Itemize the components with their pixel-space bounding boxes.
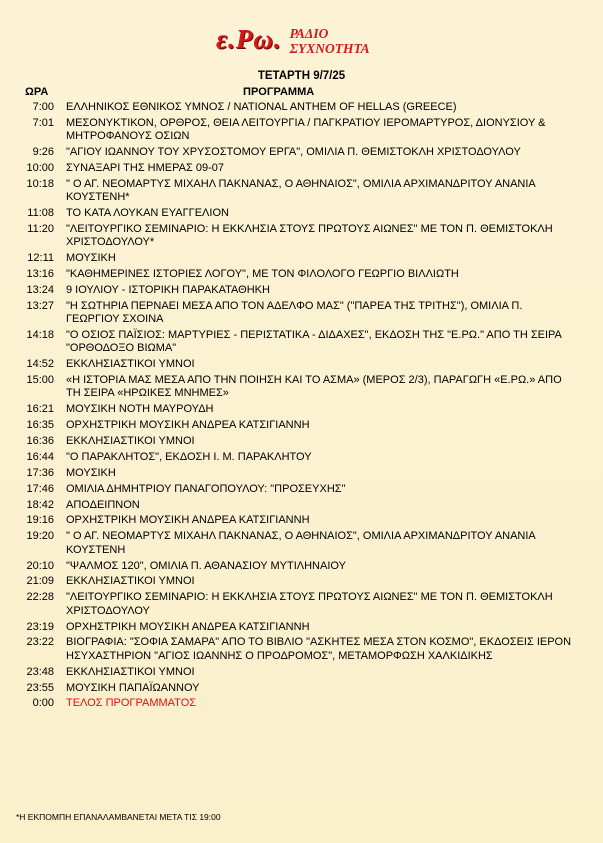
schedule-time: 23:48 [26,665,54,678]
schedule-time: 13:24 [26,283,54,296]
brand-line-1: ΡΑΔΙΟ [289,26,329,41]
schedule-program: ΜΕΣΟΝΥΚΤΙΚΟΝ, ΟΡΘΡΟΣ, ΘΕΙΑ ΛΕΙΤΟΥΡΓΙΑ / ΠΑΓΚΡΑΤΙΟΥ ΙΕΡΟΜΑΡΤΥΡΟΣ, ΔΙΟΝΥΣΙΟΥ & ΜΗΤΡΟΦΑΝΟΥΣ ΟΣΙΩΝ [66,116,546,143]
schedule-row [0,374,603,401]
schedule-program: ΜΟΥΣΙΚΗ ΠΑΠΑΪΩΑΝΝΟΥ [66,681,200,694]
schedule-row [0,499,603,512]
schedule-time: 21:09 [26,575,54,588]
column-header-program: ΠΡΟΓΡΑΜΜΑ [243,86,315,98]
schedule-row [0,697,603,710]
schedule-row [0,467,603,480]
schedule-program: ΣΥΝΑΞΑΡΙ ΤΗΣ ΗΜΕΡΑΣ 09-07 [66,161,224,174]
schedule-time: 17:46 [26,482,54,495]
schedule-program: " Ο ΑΓ. ΝΕΟΜΑΡΤΥΣ ΜΙΧΑΗΛ ΠΑΚΝΑΝΑΣ, Ο ΑΘΗΝΑΙΟΣ", ΟΜΙΛΙΑ ΑΡΧΙΜΑΝΔΡΙΤΟΥ ΑΝΑΝΙΑ ΚΟΥΣΤΕΝΗ [66,530,536,556]
schedule-program: " Ο ΑΓ. ΝΕΟΜΑΡΤΥΣ ΜΙΧΑΗΛ ΠΑΚΝΑΝΑΣ, Ο ΑΘΗΝΑΙΟΣ", ΟΜΙΛΙΑ ΑΡΧΙΜΑΝΔΡΙΤΟΥ ΑΝΑΝΙΑ ΚΟΥΣΤΕΝΗ* [66,177,536,204]
schedule-time: 10:18 [26,177,54,190]
schedule-row [0,178,603,205]
schedule-row [0,329,603,356]
schedule-time: 17:36 [26,466,54,479]
schedule-row [0,268,603,281]
schedule-row [0,483,603,496]
schedule-row [0,252,603,265]
station-brand [290,26,370,56]
schedule-row [0,117,603,144]
schedule-time: 18:42 [26,498,54,511]
schedule-program: ΤΟ ΚΑΤΑ ΛΟΥΚΑΝ ΕΥΑΓΓΕΛΙΟΝ [66,207,229,220]
schedule-program: ΟΜΙΛΙΑ ΔΗΜΗΤΡΙΟΥ ΠΑΝΑΓΟΠΟΥΛΟΥ: "ΠΡΟΣΕΥΧΗΣ" [66,482,346,495]
schedule-time: 7:00 [32,101,54,113]
schedule-program: "Ο ΠΑΡΑΚΛΗΤΟΣ", ΕΚΔΟΣΗ Ι. Μ. ΠΑΡΑΚΛΗΤΟΥ [66,450,312,463]
schedule-row [0,207,603,220]
schedule-list [0,101,603,713]
schedule-program: "ΛΕΙΤΟΥΡΓΙΚΟ ΣΕΜΙΝΑΡΙΟ: Η ΕΚΚΛΗΣΙΑ ΣΤΟΥΣ ΠΡΩΤΟΥΣ ΑΙΩΝΕΣ" ΜΕ ΤΟΝ Π. ΘΕΜΙΣΤΟΚΛΗ ΧΡΙΣΤΟΔΟΥΛΟΥ [66,591,553,617]
brand-line-2: ΣΥΧΝΟΤΗΤΑ [289,41,370,56]
schedule-row [0,419,603,432]
schedule-program: "ΛΕΙΤΟΥΡΓΙΚΟ ΣΕΜΙΝΑΡΙΟ: Η ΕΚΚΛΗΣΙΑ ΣΤΟΥΣ ΠΡΩΤΟΥΣ ΑΙΩΝΕΣ" ΜΕ ΤΟΝ Π. ΘΕΜΙΣΤΟΚΛΗ ΧΡΙΣΤΟΔΟΥΛΟΥ* [66,222,553,249]
schedule-time: 19:16 [26,514,54,527]
schedule-date: ΤΕΤΑΡΤΗ 9/7/25 [257,70,346,82]
schedule-time: 13:16 [26,268,54,281]
schedule-row [0,514,603,527]
schedule-row [0,162,603,175]
schedule-time: 12:11 [27,252,54,265]
schedule-program: ΜΟΥΣΙΚΗ [66,252,116,265]
schedule-time: 14:18 [26,328,54,341]
schedule-program: ΕΛΛΗΝΙΚΟΣ ΕΘΝΙΚΟΣ ΥΜΝΟΣ / NATIONAL ANTHEM OF HELLAS (GREECE) [66,101,457,113]
schedule-time: 23:19 [26,620,54,633]
schedule-program: ΟΡΧΗΣΤΡΙΚΗ ΜΟΥΣΙΚΗ ΑΝΔΡΕΑ ΚΑΤΣΙΓΙΑΝΝΗ [66,620,310,633]
schedule-program: ΤΕΛΟΣ ΠΡΟΓΡΑΜΜΑΤΟΣ [66,697,197,710]
schedule-time: 16:44 [26,450,54,463]
schedule-time: 22:28 [26,591,54,604]
station-logo: ε.Ρω. [216,24,282,54]
schedule-program: ΕΚΚΛΗΣΙΑΣΤΙΚΟΙ ΥΜΝΟΙ [66,358,195,371]
schedule-time: 10:00 [26,161,54,174]
schedule-row [0,560,603,573]
schedule-time: 19:20 [26,530,54,543]
schedule-row [0,146,603,159]
schedule-program: ΕΚΚΛΗΣΙΑΣΤΙΚΟΙ ΥΜΝΟΙ [66,665,195,678]
schedule-time: 11:20 [27,222,54,235]
schedule-time: 7:01 [32,116,54,129]
schedule-row [0,636,603,663]
schedule-row [0,666,603,679]
schedule-row [0,300,603,327]
schedule-time: 11:08 [27,207,54,220]
footnote: *Η ΕΚΠΟΜΠΗ ΕΠΑΝΑΛΑΜΒΑΝΕΤΑΙ ΜΕΤΑ ΤΙΣ 19:00 [16,812,221,822]
schedule-program: ΑΠΟΔΕΙΠΝΟΝ [66,498,140,511]
schedule-row [0,530,603,557]
schedule-time: 20:10 [26,559,54,572]
schedule-time: 16:35 [26,419,54,432]
schedule-time: 0:00 [32,697,54,710]
station-header [216,24,370,56]
schedule-program: 9 ΙΟΥΛΙΟΥ - ΙΣΤΟΡΙΚΗ ΠΑΡΑΚΑΤΑΘΗΚΗ [66,283,270,296]
schedule-program: "Ο ΟΣΙΟΣ ΠΑΪΣΙΟΣ: ΜΑΡΤΥΡΙΕΣ - ΠΕΡΙΣΤΑΤΙΚΑ - ΔΙΔΑΧΕΣ", ΕΚΔΟΣΗ ΤΗΣ "Ε.ΡΩ." ΑΠΟ ΤΗ ΣΕΙΡΑ "ΟΡΘΟΔΟΞΟ ΒΙΩΜΑ" [66,328,562,355]
schedule-program: "ΨΑΛΜΟΣ 120", ΟΜΙΛΙΑ Π. ΑΘΑΝΑΣΙΟΥ ΜΥΤΙΛΗΝΑΙΟΥ [66,559,346,572]
schedule-row [0,451,603,464]
schedule-row [0,284,603,297]
schedule-program: "ΚΑΘΗΜΕΡΙΝΕΣ ΙΣΤΟΡΙΕΣ ΛΟΓΟΥ", ΜΕ ΤΟΝ ΦΙΛΟΛΟΓΟ ΓΕΩΡΓΙΟ ΒΙΛΛΙΩΤΗ [66,268,459,281]
schedule-time: 23:55 [26,681,54,694]
schedule-program: "Η ΣΩΤΗΡΙΑ ΠΕΡΝΑΕΙ ΜΕΣΑ ΑΠΟ ΤΟΝ ΑΔΕΛΦΟ ΜΑΣ" ("ΠΑΡΕΑ ΤΗΣ ΤΡΙΤΗΣ"), ΟΜΙΛΙΑ Π. ΓΕΩΡΓΙΟΥ ΣΧΟΙΝΑ [66,299,523,326]
schedule-row [0,358,603,371]
schedule-row [0,575,603,588]
schedule-program: ΒΙΟΓΡΑΦΙΑ: "ΣΟΦΙΑ ΣΑΜΑΡΑ" ΑΠΟ ΤΟ ΒΙΒΛΙΟ "ΑΣΚΗΤΕΣ ΜΕΣΑ ΣΤΟΝ ΚΟΣΜΟ", ΕΚΔΟΣΕΙΣ ΙΕΡΟΝ ΗΣΥΧΑΣΤΗΡΙΟΝ "ΑΓΙΟΣ ΙΩΑΝΝΗΣ Ο ΠΡΟΔΡΟΜΟΣ", ΜΕΤΑΜΟΡΦΩΣΗ ΧΑΛΚΙΔΙΚΗΣ [66,636,572,662]
schedule-time: 16:21 [26,403,54,416]
schedule-program: ΕΚΚΛΗΣΙΑΣΤΙΚΟΙ ΥΜΝΟΙ [66,575,195,588]
schedule-time: 14:52 [26,358,54,371]
column-header-time: ΩΡΑ [25,86,49,98]
schedule-time: 15:00 [26,374,54,387]
schedule-row [0,403,603,416]
schedule-row [0,682,603,695]
schedule-program: ΕΚΚΛΗΣΙΑΣΤΙΚΟΙ ΥΜΝΟΙ [66,435,195,448]
schedule-program: «Η ΙΣΤΟΡΙΑ ΜΑΣ ΜΕΣΑ ΑΠΟ ΤΗΝ ΠΟΙΗΣΗ ΚΑΙ ΤΟ ΑΣΜΑ» (ΜΕΡΟΣ 2/3), ΠΑΡΑΓΩΓΗ «Ε.ΡΩ.» ΑΠΟ ΤΗ ΣΕΙΡΑ «ΗΡΩΙΚΕΣ ΜΝΗΜΕΣ» [66,374,562,400]
schedule-time: 13:27 [26,299,54,312]
schedule-row [0,621,603,634]
schedule-time: 9:26 [32,146,54,159]
schedule-program: ΜΟΥΣΙΚΗ [66,466,116,479]
schedule-row [0,223,603,250]
schedule-time: 23:22 [26,636,54,649]
schedule-row [0,591,603,618]
schedule-program: ΟΡΧΗΣΤΡΙΚΗ ΜΟΥΣΙΚΗ ΑΝΔΡΕΑ ΚΑΤΣΙΓΙΑΝΝΗ [66,419,310,432]
schedule-row [0,435,603,448]
schedule-program: ΜΟΥΣΙΚΗ ΝΟΤΗ ΜΑΥΡΟΥΔΗ [66,403,214,416]
schedule-time: 16:36 [26,435,54,448]
schedule-program: ΟΡΧΗΣΤΡΙΚΗ ΜΟΥΣΙΚΗ ΑΝΔΡΕΑ ΚΑΤΣΙΓΙΑΝΝΗ [66,514,310,527]
schedule-row [0,101,603,114]
schedule-program: "ΑΓΙΟΥ ΙΩΑΝΝΟΥ ΤΟΥ ΧΡΥΣΟΣΤΟΜΟΥ ΕΡΓΑ", ΟΜΙΛΙΑ Π. ΘΕΜΙΣΤΟΚΛΗ ΧΡΙΣΤΟΔΟΥΛΟΥ [66,146,521,159]
